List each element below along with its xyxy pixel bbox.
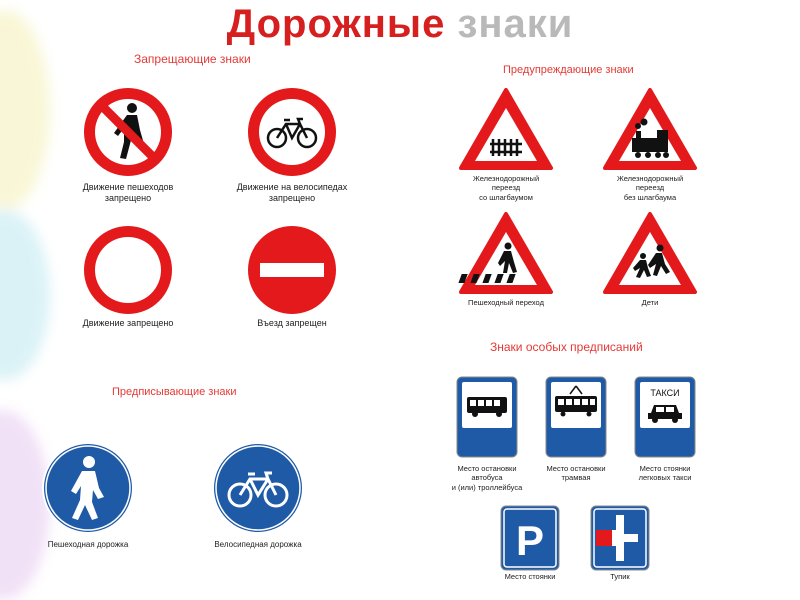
pedestrian-crossing-warning-sign-icon (458, 210, 554, 296)
no-entry-sign-icon (244, 222, 340, 318)
sign-caption: Место стоянки (504, 572, 556, 581)
sign-caption: Пешеходная дорожка (47, 540, 129, 549)
no-traffic-sign-icon (80, 222, 176, 318)
sign-caption: Дети (641, 298, 659, 307)
warning-heading: Предупреждающие знаки (503, 64, 634, 76)
footpath-sign-icon (40, 440, 136, 536)
decorative-background-blob (0, 210, 50, 380)
title-word-2: знаки (457, 2, 574, 46)
sign-caption: Движение на велосипедах запрещено (236, 182, 348, 204)
sign-caption: Железнодорожный переезд со шлагбаумом (472, 174, 540, 202)
bus-stop-sign-icon (456, 376, 518, 458)
sign-caption: Место стоянки легковых такси (638, 464, 692, 483)
children-sign-icon (602, 210, 698, 296)
sign-caption: Велосипедная дорожка (214, 540, 302, 549)
page-title (0, 2, 800, 47)
sign-caption: Железнодорожный переезд без шлагбаума (616, 174, 684, 202)
title-word-1: Дорожные (226, 2, 446, 46)
sign-caption: Движение пешеходов запрещено (82, 182, 174, 204)
sign-caption: Место остановки автобуса и (или) троллейбуса (451, 464, 523, 492)
parking-sign-letter: P (515, 517, 545, 564)
railway-crossing-no-barrier-sign-icon (602, 86, 698, 172)
sign-caption: Место остановки трамвая (546, 464, 606, 483)
tram-stop-sign-icon (545, 376, 607, 458)
no-pedestrians-sign-icon (80, 84, 176, 180)
sign-caption: Пешеходный переход (468, 298, 544, 307)
no-bicycles-sign-icon (244, 84, 340, 180)
taxi-stand-sign-icon (634, 376, 696, 458)
taxi-sign-text: ТАКСИ (650, 388, 680, 398)
railway-crossing-barrier-sign-icon (458, 86, 554, 172)
sign-caption: Въезд запрещен (257, 318, 327, 328)
prohibitory-heading: Запрещающие знаки (134, 52, 251, 66)
sign-caption: Движение запрещено (82, 318, 174, 328)
mandatory-heading: Предписывающие знаки (112, 386, 237, 398)
special-heading: Знаки особых предписаний (490, 340, 643, 354)
dead-end-sign-icon (590, 505, 650, 571)
cycle-path-sign-icon (210, 440, 306, 536)
parking-sign-icon (500, 505, 560, 571)
sign-caption: Тупик (610, 572, 630, 581)
